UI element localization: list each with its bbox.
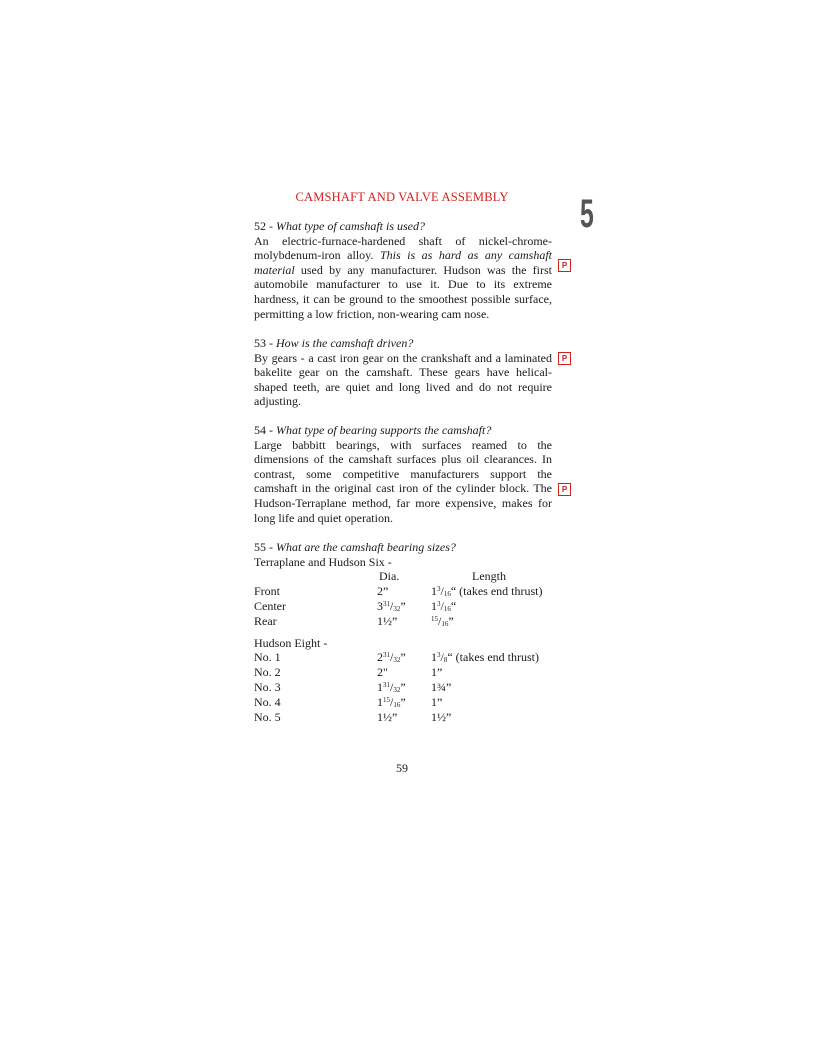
p-marker-icon: P xyxy=(558,483,571,496)
answer-53: By gears - a cast iron gear on the crankshaft and a laminated bakelite gear on the camshaft. These gears have helical-shaped teeth, are quiet and long lived and do not require adjusting. xyxy=(254,350,552,409)
bearing-length: 1½” xyxy=(431,710,452,724)
question-53-heading: 53 - How is the camshaft driven? xyxy=(254,336,414,350)
fraction-slash: / xyxy=(390,695,394,709)
question-52-heading: 52 - What type of camshaft is used? xyxy=(254,219,425,233)
question-53 xyxy=(254,336,552,409)
bearing-name: No. 2 xyxy=(254,665,281,679)
question-number: 52 xyxy=(254,219,266,233)
answer-54: Large babbitt bearings, with surfaces reamed to the dimensions of the camshaft surfaces plus oil clearances. In contrast, some competitive manufacturers support the camshaft in the original cast iron of the cylinder block. The Hudson-Terraplane method, far more expensive, makes for long life and quiet operation. xyxy=(254,437,552,525)
fraction-slash: / xyxy=(440,650,444,664)
bearing-dia: 2" xyxy=(377,665,388,679)
bearing-name: No. 4 xyxy=(254,695,281,709)
question-text: What are the camshaft bearing sizes? xyxy=(276,540,456,554)
question-54-heading: 54 - What type of bearing supports the camshaft? xyxy=(254,423,492,437)
question-55-heading: 55 - What are the camshaft bearing sizes? xyxy=(254,540,456,554)
bearing-dia: 1½” xyxy=(377,614,398,628)
fraction-slash: / xyxy=(440,599,444,613)
bearing-name: Center xyxy=(254,599,286,613)
column-header-dia: Dia. xyxy=(379,569,400,583)
fraction-slash: / xyxy=(438,614,442,628)
bearing-dia: $3^{31}/_{32}$” xyxy=(377,599,406,613)
fraction-slash: / xyxy=(390,680,394,694)
group-label-six: Terraplane and Hudson Six - xyxy=(254,554,392,569)
question-55 xyxy=(254,540,552,569)
bearing-length: $1^3/_{16}“$ xyxy=(431,599,457,613)
bearing-name: Rear xyxy=(254,614,277,628)
bearing-name: No. 1 xyxy=(254,650,281,664)
page-number: 59 xyxy=(396,761,408,775)
question-number: 55 xyxy=(254,540,266,554)
bearing-length: 1¾” xyxy=(431,680,452,694)
bearing-name: No. 3 xyxy=(254,680,281,694)
question-number: 54 xyxy=(254,423,266,437)
bearing-length: $^{15}/_{16}$” xyxy=(431,614,454,628)
fraction-slash: / xyxy=(390,599,394,613)
bearing-dia: 1½” xyxy=(377,710,398,724)
fraction-slash: / xyxy=(390,650,394,664)
p-marker-icon: P xyxy=(558,352,571,365)
question-54 xyxy=(254,423,552,525)
p-marker-icon: P xyxy=(558,259,571,272)
group-label-eight: Hudson Eight - xyxy=(254,636,328,650)
bearing-name: No. 5 xyxy=(254,710,281,724)
answer-52: An electric-furnace-hardened shaft of nickel-chrome-molybdenum-iron alloy. This is as hard as any camshaft material used by any manufacturer. Hudson was the first automobile manufacturer to use it. Due to its extreme hardness, it can be ground to the smoothest possible surface, permitting a low friction, non-wearing cam nose. xyxy=(254,233,553,321)
bearing-dia: 2” xyxy=(377,584,389,598)
bearing-length: $1^3/_8“$ (takes end thrust) xyxy=(431,650,539,664)
bearing-length: 1” xyxy=(431,695,443,709)
bearing-name: Front xyxy=(254,584,281,598)
chapter-number: 5 xyxy=(580,192,594,236)
column-header-length: Length xyxy=(472,569,506,583)
bearing-length: 1” xyxy=(431,665,443,679)
fraction-slash: / xyxy=(440,584,444,598)
bearing-length: $1^3/_{16}“$ (takes end thrust) xyxy=(431,584,543,598)
bearing-dia: $1^{31}/_{32}$” xyxy=(377,680,406,694)
question-number: 53 xyxy=(254,336,266,350)
question-text: What type of bearing supports the camshaft? xyxy=(276,423,492,437)
bearing-dia: $2^{31}/_{32}$” xyxy=(377,650,406,664)
question-52 xyxy=(254,219,552,321)
question-text: How is the camshaft driven? xyxy=(276,336,414,350)
page-title: CAMSHAFT AND VALVE ASSEMBLY xyxy=(295,190,509,204)
question-text: What type of camshaft is used? xyxy=(276,219,425,233)
bearing-dia: $1^{15}/_{16}$” xyxy=(377,695,406,709)
